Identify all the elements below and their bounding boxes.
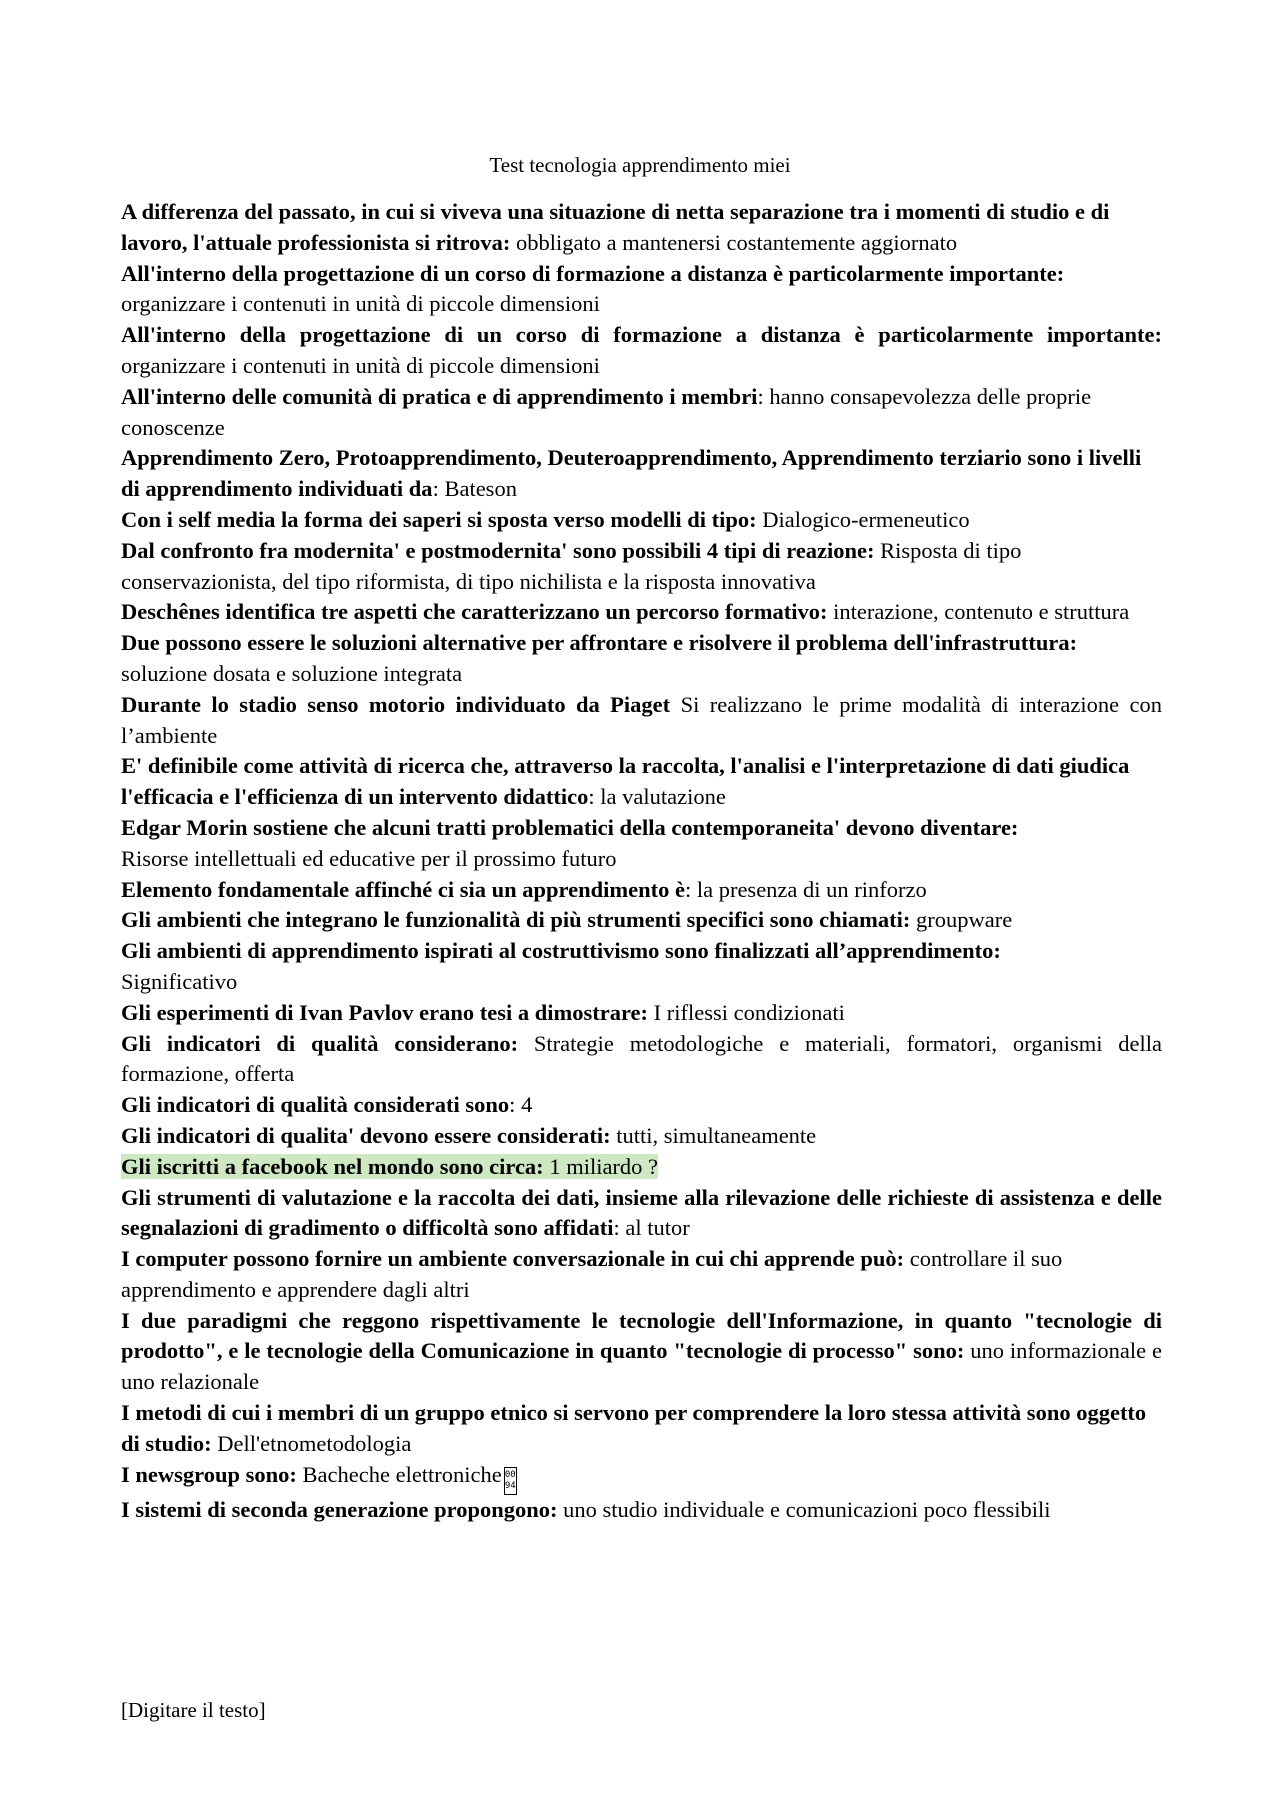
question-colon: : [432, 476, 439, 502]
qa-entry [121, 1495, 1162, 1526]
qa-entry [121, 751, 1162, 813]
qa-entry [121, 628, 1162, 690]
qa-entry [121, 443, 1162, 505]
answer-text: 4 [521, 1092, 533, 1118]
qa-entry [121, 905, 1162, 936]
answer-text: I riflessi condizionati [653, 999, 845, 1025]
question-colon: : [757, 383, 764, 409]
question-text: Durante lo stadio senso motorio individuato da Piaget [121, 691, 671, 717]
question-text: Dal confronto fra modernita' e postmodernita' sono possibili 4 tipi di reazione: [121, 537, 875, 563]
qa-entry [121, 1029, 1162, 1091]
question-text: Gli indicatori di qualità considerati sono [121, 1092, 510, 1118]
answer-text: 1 miliardo ? [549, 1153, 659, 1179]
question-text: Gli ambienti che integrano le funzionalità di più strumenti specifici sono chiamati: [121, 907, 911, 933]
qa-list [121, 197, 1162, 1525]
question-text: Gli indicatori di qualita' devono essere considerati: [121, 1122, 611, 1148]
answer-text: Dialogico-ermeneutico [762, 506, 970, 532]
qa-entry [121, 1306, 1162, 1398]
qa-entry [121, 875, 1162, 906]
answer-text: al tutor [625, 1215, 690, 1241]
question-text: I computer possono fornire un ambiente conversazionale in cui chi apprende può: [121, 1246, 905, 1272]
qa-entry [121, 1183, 1162, 1245]
qa-entry [121, 259, 1162, 321]
question-text: All'interno della progettazione di un corso di formazione a distanza è particolarmente importante: [121, 322, 1162, 348]
answer-text: Risorse intellettuali ed educative per il prossimo futuro [121, 845, 617, 871]
question-text: Gli esperimenti di Ivan Pavlov erano tesi a dimostrare: [121, 999, 649, 1025]
answer-text: interazione, contenuto e struttura [833, 599, 1130, 625]
qa-entry [121, 505, 1162, 536]
answer-text: organizzare i contenuti in unità di piccole dimensioni [121, 352, 600, 378]
answer-text: Significativo [121, 968, 238, 994]
footer-placeholder: [Digitare il testo] [121, 1698, 266, 1722]
qa-entry [121, 813, 1162, 875]
question-text: All'interno della progettazione di un corso di formazione a distanza è particolarmente importante: [121, 260, 1065, 286]
qa-entry [121, 1121, 1162, 1152]
qa-entry [121, 597, 1162, 628]
qa-entry [121, 936, 1162, 998]
answer-text: la valutazione [600, 784, 726, 810]
question-text: Gli ambienti di apprendimento ispirati al costruttivismo sono finalizzati all’apprendimento: [121, 938, 1001, 964]
qa-entry [121, 1460, 1162, 1495]
answer-text: Dell'etnometodologia [217, 1430, 412, 1456]
question-text: I sistemi di seconda generazione propongono: [121, 1496, 558, 1522]
question-text: Due possono essere le soluzioni alternative per affrontare e risolvere il problema dell'infrastruttura: [121, 630, 1078, 656]
qa-entry-highlighted [121, 1152, 1162, 1183]
qa-entry [121, 1398, 1162, 1460]
question-colon: : [588, 784, 595, 810]
qa-entry [121, 1090, 1162, 1121]
qa-entry [121, 998, 1162, 1029]
question-text: Gli iscritti a facebook nel mondo sono circa: [121, 1153, 544, 1179]
document-title: Test tecnologia apprendimento miei [489, 153, 791, 177]
question-text: Deschênes identifica tre aspetti che caratterizzano un percorso formativo: [121, 599, 828, 625]
answer-text: la presenza di un rinforzo [696, 876, 927, 902]
question-text: I metodi di cui i membri di un gruppo etnico si servono per comprendere la loro stessa attività sono oggetto di studio: [121, 1400, 1147, 1456]
answer-text: hanno consapevolezza delle proprie conoscenze [121, 383, 1092, 440]
question-text: A differenza del passato, in cui si viveva una situazione di netta separazione tra i momenti di studio e di lavoro, l'attuale professionista si ritrova: [121, 199, 1110, 255]
answer-text: Risposta di tipo conservazionista, del tipo riformista, di tipo nichilista e la risposta innovativa [121, 537, 1022, 594]
question-colon: : [684, 876, 692, 902]
question-colon: : [613, 1215, 620, 1241]
qa-entry [121, 536, 1162, 598]
question-text: All'interno delle comunità di pratica e di apprendimento i membri [121, 383, 758, 409]
missing-glyph-icon: 00 94 [504, 1467, 517, 1495]
answer-text: obbligato a mantenersi costantemente aggiornato [515, 229, 958, 255]
question-text: Gli indicatori di qualità considerano: [121, 1030, 519, 1056]
question-text: E' definibile come attività di ricerca che, attraverso la raccolta, l'analisi e l'interpretazione di dati giudica l'efficacia e l'efficienza di un intervento didattico [121, 753, 1130, 810]
highlight-mark [121, 1154, 658, 1179]
answer-text: soluzione dosata e soluzione integrata [121, 660, 463, 686]
question-text: Con i self media la forma dei saperi si sposta verso modelli di tipo: [121, 506, 757, 532]
answer-text: groupware [916, 907, 1013, 933]
answer-text: controllare il suo apprendimento e apprendere dagli altri [121, 1246, 1063, 1302]
answer-text: organizzare i contenuti in unità di piccole dimensioni [121, 291, 600, 317]
qa-entry [121, 197, 1162, 259]
answer-text: tutti, simultaneamente [616, 1122, 817, 1148]
question-text: Gli strumenti di valutazione e la raccolta dei dati, insieme alla rilevazione delle richieste di assistenza e delle segnalazioni di gradimento o difficoltà sono affidati [121, 1184, 1162, 1241]
qa-entry [121, 690, 1162, 752]
answer-text: uno informazionale e uno relazionale [121, 1338, 1162, 1395]
question-text: Apprendimento Zero, Protoapprendimento, Deuteroapprendimento, Apprendimento terziario sono i livelli di apprendimento individuati da [121, 445, 1142, 502]
qa-entry [121, 1244, 1162, 1306]
question-text: I due paradigmi che reggono rispettivamente le tecnologie dell'Informazione, in quanto "tecnologie di prodotto", e le tecnologie della Comunicazione in quanto "tecnologie di processo" sono: [121, 1307, 1162, 1364]
answer-text: Bacheche elettroniche [302, 1461, 502, 1487]
answer-text: Bateson [444, 476, 517, 502]
answer-text: Strategie metodologiche e materiali, formatori, organismi della formazione, offerta [121, 1030, 1162, 1087]
question-colon: : [509, 1092, 516, 1118]
question-text: Edgar Morin sostiene che alcuni tratti problematici della contemporaneita' devono diventare: [121, 814, 1019, 840]
qa-entry [121, 320, 1162, 382]
question-text: Elemento fondamentale affinché ci sia un apprendimento è [121, 876, 685, 902]
qa-entry [121, 382, 1162, 444]
answer-text: uno studio individuale e comunicazioni poco flessibili [563, 1496, 1051, 1522]
answer-text: Si realizzano le prime modalità di interazione con l’ambiente [121, 691, 1163, 748]
question-text: I newsgroup sono: [121, 1461, 297, 1487]
